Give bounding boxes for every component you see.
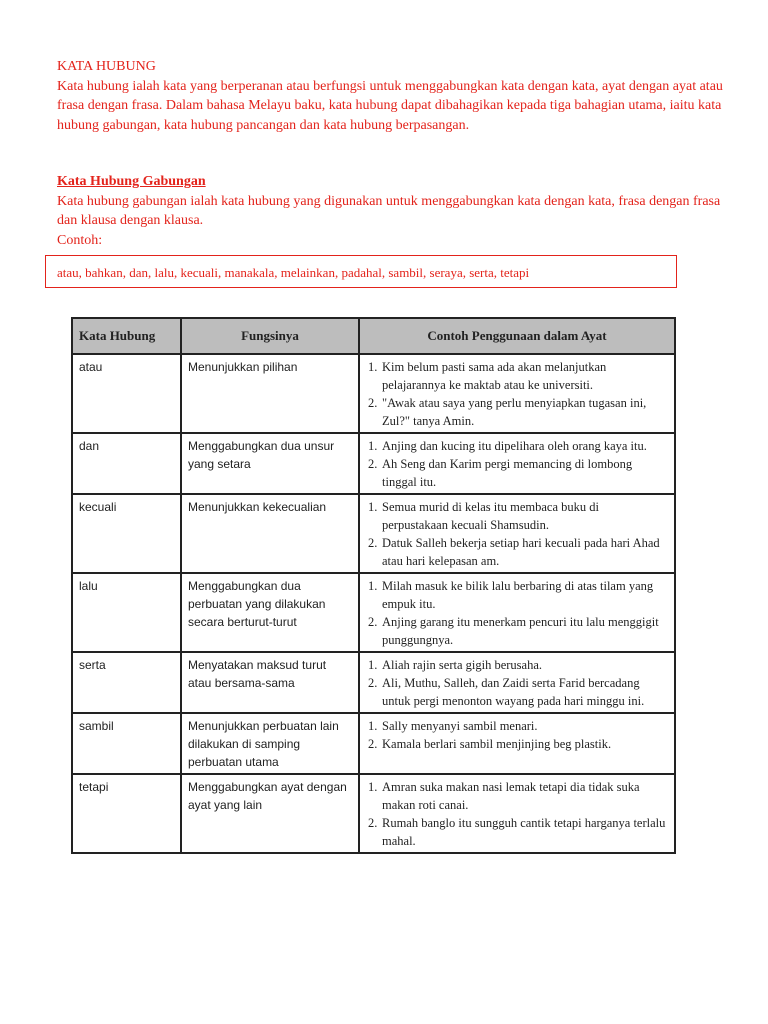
section-heading: Kata Hubung Gabungan [57,174,206,189]
example-number: 1. [368,579,378,593]
cell-fungsinya: Menggabungkan dua perbuatan yang dilakukan secara berturut-turut [181,573,359,652]
example-text: Semua murid di kelas itu membaca buku di perpustakaan kecuali Shamsudin. [382,500,599,532]
example-sentence [368,778,668,814]
cell-contoh [359,652,675,713]
example-text: "Awak atau saya yang perlu menyiapkan tugasan ini, Zul?" tanya Amin. [382,396,647,428]
example-words-box [45,255,677,288]
cell-contoh [359,713,675,774]
example-number: 1. [368,719,378,733]
example-number: 2. [368,816,378,830]
conjunction-table [71,317,676,854]
example-number: 2. [368,676,378,690]
example-sentence [368,534,668,570]
example-text: Milah masuk ke bilik lalu berbaring di atas tilam yang empuk itu. [382,579,654,611]
section-description: Kata hubung gabungan ialah kata hubung yang digunakan untuk menggabungkan kata dengan kata, frasa dengan frasa dan klausa dengan klausa. [57,193,721,228]
example-sentence [368,498,668,534]
table-row [72,494,675,573]
table-header-row [72,318,675,354]
page-title: KATA HUBUNG [57,59,156,74]
example-sentence [368,814,668,850]
example-sentence [368,437,668,455]
example-sentence [368,577,668,613]
example-text: Kamala berlari sambil menjinjing beg plastik. [382,737,612,751]
cell-fungsinya: Menunjukkan pilihan [181,354,359,433]
example-sentence [368,455,668,491]
example-number: 2. [368,457,378,471]
example-sentence [368,735,668,753]
example-number: 1. [368,658,378,672]
cell-kata-hubung: serta [72,652,181,713]
cell-contoh [359,433,675,494]
example-text: Rumah banglo itu sungguh cantik tetapi harganya terlalu mahal. [382,816,666,848]
cell-kata-hubung: atau [72,354,181,433]
cell-kata-hubung: lalu [72,573,181,652]
cell-contoh [359,774,675,853]
example-sentence [368,358,668,394]
example-text: Datuk Salleh bekerja setiap hari kecuali pada hari Ahad atau hari kelepasan am. [382,536,660,568]
cell-fungsinya: Menyatakan maksud turut atau bersama-sama [181,652,359,713]
example-text: Aliah rajin serta gigih berusaha. [382,658,543,672]
example-sentence [368,394,668,430]
example-text: Anjing garang itu menerkam pencuri itu lalu menggigit punggungnya. [382,615,659,647]
example-number: 1. [368,780,378,794]
table-row [72,774,675,853]
cell-fungsinya: Menggabungkan ayat dengan ayat yang lain [181,774,359,853]
example-number: 2. [368,396,378,410]
cell-kata-hubung: sambil [72,713,181,774]
cell-fungsinya: Menunjukkan perbuatan lain dilakukan di samping perbuatan utama [181,713,359,774]
intro-paragraph: Kata hubung ialah kata yang berperanan atau berfungsi untuk menggabungkan kata dengan kata, ayat dengan ayat atau frasa dengan frasa. Dalam bahasa Melayu baku, kata hubung dapat dibahagikan kepada tiga bahagian utama, iaitu kata hubung gabungan, kata hubung pancangan dan kata hubung berpasangan. [57,78,723,133]
example-sentence [368,656,668,674]
example-number: 2. [368,737,378,751]
example-words: atau, bahkan, dan, lalu, kecuali, manakala, melainkan, padahal, sambil, seraya, serta, tetapi [57,265,530,280]
header-fungsinya: Fungsinya [181,318,359,354]
cell-kata-hubung: kecuali [72,494,181,573]
header-kata-hubung: Kata Hubung [72,318,181,354]
table-row [72,433,675,494]
table-row [72,354,675,433]
header-contoh: Contoh Penggunaan dalam Ayat [359,318,675,354]
example-number: 1. [368,360,378,374]
example-sentence [368,674,668,710]
table-row [72,573,675,652]
example-label: Contoh: [57,232,103,248]
section-gabungan [57,172,737,250]
example-number: 2. [368,615,378,629]
example-number: 1. [368,439,378,453]
example-number: 2. [368,536,378,550]
example-number: 1. [368,500,378,514]
example-text: Sally menyanyi sambil menari. [382,719,538,733]
cell-fungsinya: Menggabungkan dua unsur yang setara [181,433,359,494]
example-text: Anjing dan kucing itu dipelihara oleh orang kaya itu. [382,439,647,453]
example-text: Amran suka makan nasi lemak tetapi dia tidak suka makan roti canai. [382,780,640,812]
example-text: Ah Seng dan Karim pergi memancing di lombong tinggal itu. [382,457,633,489]
example-text: Ali, Muthu, Salleh, dan Zaidi serta Farid bercadang untuk pergi menonton wayang pada hari minggu ini. [382,676,645,708]
example-text: Kim belum pasti sama ada akan melanjutkan pelajarannya ke maktab atau ke universiti. [382,360,607,392]
example-sentence [368,613,668,649]
cell-fungsinya: Menunjukkan kekecualian [181,494,359,573]
cell-contoh [359,494,675,573]
table-row [72,713,675,774]
cell-kata-hubung: dan [72,433,181,494]
cell-kata-hubung: tetapi [72,774,181,853]
table-row [72,652,675,713]
cell-contoh [359,354,675,433]
cell-contoh [359,573,675,652]
intro-block [57,57,737,135]
example-sentence [368,717,668,735]
